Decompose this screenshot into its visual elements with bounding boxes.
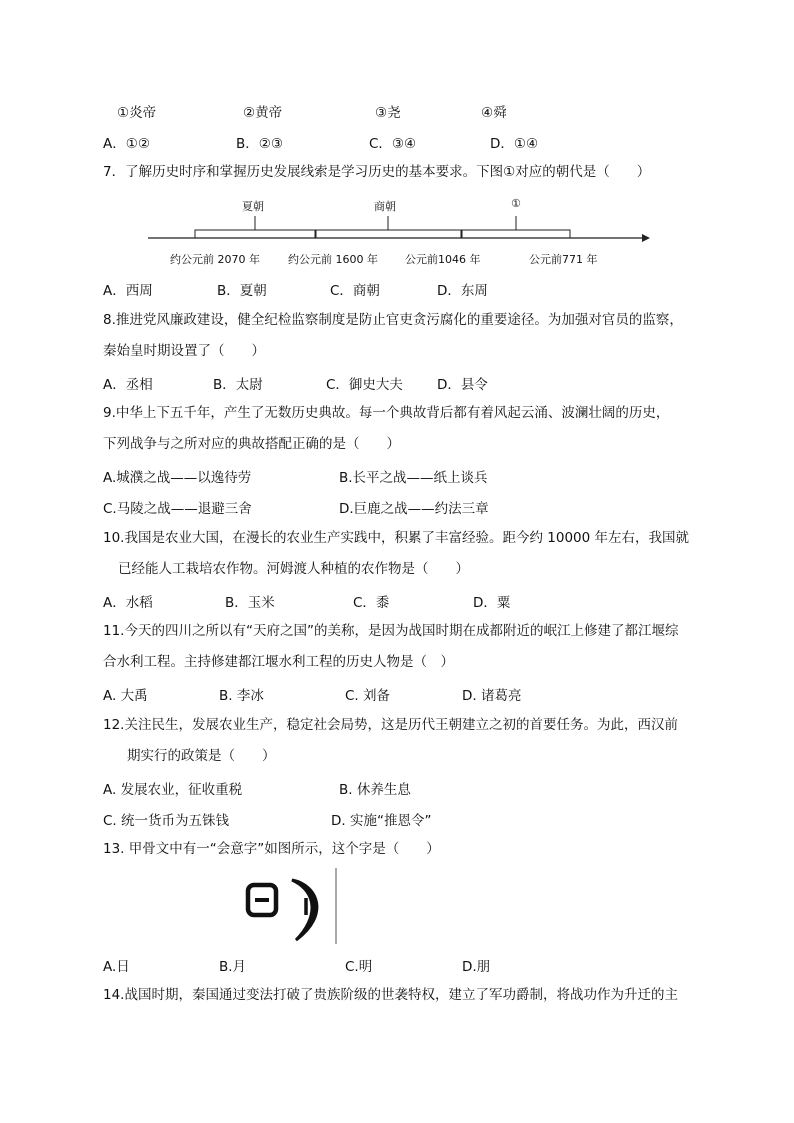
q6-option-a[interactable]: A．①② [103,136,150,152]
q11-option-b[interactable]: B. 李冰 [219,688,264,704]
q6-item-1: ①炎帝 [117,105,157,121]
q12-stem-line2: 期实行的政策是（ ） [127,748,276,764]
bracket-shang [316,230,461,238]
q7-stem: 7．了解历史时序和掌握历史发展线索是学习历史的基本要求。下图①对应的朝代是（ ） [103,164,651,180]
q7-timeline-diagram [0,0,794,300]
q9-option-b[interactable]: B.长平之战——纸上谈兵 [339,470,488,486]
q10-option-b[interactable]: B．玉米 [225,595,275,611]
q13-option-c[interactable]: C.明 [345,959,373,975]
q7-option-b[interactable]: B．夏朝 [217,283,267,299]
timeline-tick-1600: 约公元前 1600 年 [288,253,378,266]
q12-option-d[interactable]: D. 实施“推恩令” [331,813,432,829]
q10-stem-line2: 已经能人工栽培农作物。河姆渡人种植的农作物是（ ） [118,561,469,577]
bracket-xia [195,230,315,238]
q14-stem-line1: 14.战国时期，秦国通过变法打破了贵族阶级的世袭特权，建立了军功爵制，将战功作为升迁的主 [103,987,678,1003]
timeline-segment-unknown: ① [511,197,521,210]
q11-option-a[interactable]: A. 大禹 [103,688,148,704]
q13-option-d[interactable]: D.朋 [462,959,491,975]
timeline-tick-1046: 公元前1046 年 [405,253,481,266]
q6-item-2: ②黄帝 [243,105,283,121]
q6-option-b[interactable]: B．②③ [236,136,283,152]
q12-option-b[interactable]: B. 休养生息 [339,782,411,798]
timeline-arrow [642,234,650,242]
q6-item-3: ③尧 [375,105,401,121]
q9-stem-line1: 9.中华上下五千年，产生了无数历史典故。每一个典故背后都有着风起云涌、波澜壮阔的历史， [103,405,670,421]
q6-option-d[interactable]: D．①④ [490,136,539,152]
q6-item-4: ④舜 [481,105,507,121]
timeline-segment-shang: 商朝 [374,200,396,213]
q9-option-a[interactable]: A.城濮之战——以逸待劳 [103,470,252,486]
q12-option-c[interactable]: C. 统一货币为五铢钱 [103,813,230,829]
q10-stem-line1: 10.我国是农业大国，在漫长的农业生产实践中，积累了丰富经验。距今约 10000 年左右，我国就 [103,530,689,546]
q8-option-b[interactable]: B．太尉 [213,377,263,393]
q8-stem-line1: 8.推进党风廉政建设，健全纪检监察制度是防止官吏贪污腐化的重要途径。为加强对官员的监察， [103,312,683,328]
q12-option-a[interactable]: A. 发展农业，征收重税 [103,782,243,798]
timeline-segment-xia: 夏朝 [242,200,264,213]
q7-option-d[interactable]: D．东周 [437,283,488,299]
q11-stem-line2: 合水利工程。主持修建都江堰水利工程的历史人物是（ ） [103,654,454,670]
q6-option-c[interactable]: C．③④ [369,136,417,152]
q11-option-d[interactable]: D. 诸葛亮 [462,688,522,704]
timeline-tick-771: 公元前771 年 [529,253,598,266]
bracket-unknown [462,230,570,238]
q11-option-c[interactable]: C. 刘备 [345,688,391,704]
q7-option-c[interactable]: C．商朝 [330,283,380,299]
q10-option-a[interactable]: A．水稻 [103,595,153,611]
q11-stem-line1: 11.今天的四川之所以有“天府之国”的美称，是因为战国时期在成都附近的岷江上修建了都江堰综 [103,623,679,639]
q13-stem: 13. 甲骨文中有一“会意字”如图所示，这个字是（ ） [103,841,440,857]
q12-stem-line1: 12.关注民生，发展农业生产，稳定社会局势，这是历代王朝建立之初的首要任务。为此，西汉前 [103,717,678,733]
q13-option-b[interactable]: B.月 [219,959,247,975]
q10-option-c[interactable]: C．黍 [353,595,390,611]
q8-option-c[interactable]: C．御史大夫 [326,377,403,393]
q8-option-a[interactable]: A．丞相 [103,377,153,393]
timeline-tick-2070: 约公元前 2070 年 [170,253,260,266]
q9-stem-line2: 下列战争与之所对应的典故搭配正确的是（ ） [103,436,400,452]
q10-option-d[interactable]: D．粟 [473,595,511,611]
q9-option-c[interactable]: C.马陵之战——退避三舍 [103,501,252,517]
q7-option-a[interactable]: A．西周 [103,283,153,299]
q13-option-a[interactable]: A.日 [103,959,130,975]
q8-option-d[interactable]: D．县令 [437,377,488,393]
q9-option-d[interactable]: D.巨鹿之战——约法三章 [339,501,489,517]
q8-stem-line2: 秦始皇时期设置了（ ） [103,343,265,359]
